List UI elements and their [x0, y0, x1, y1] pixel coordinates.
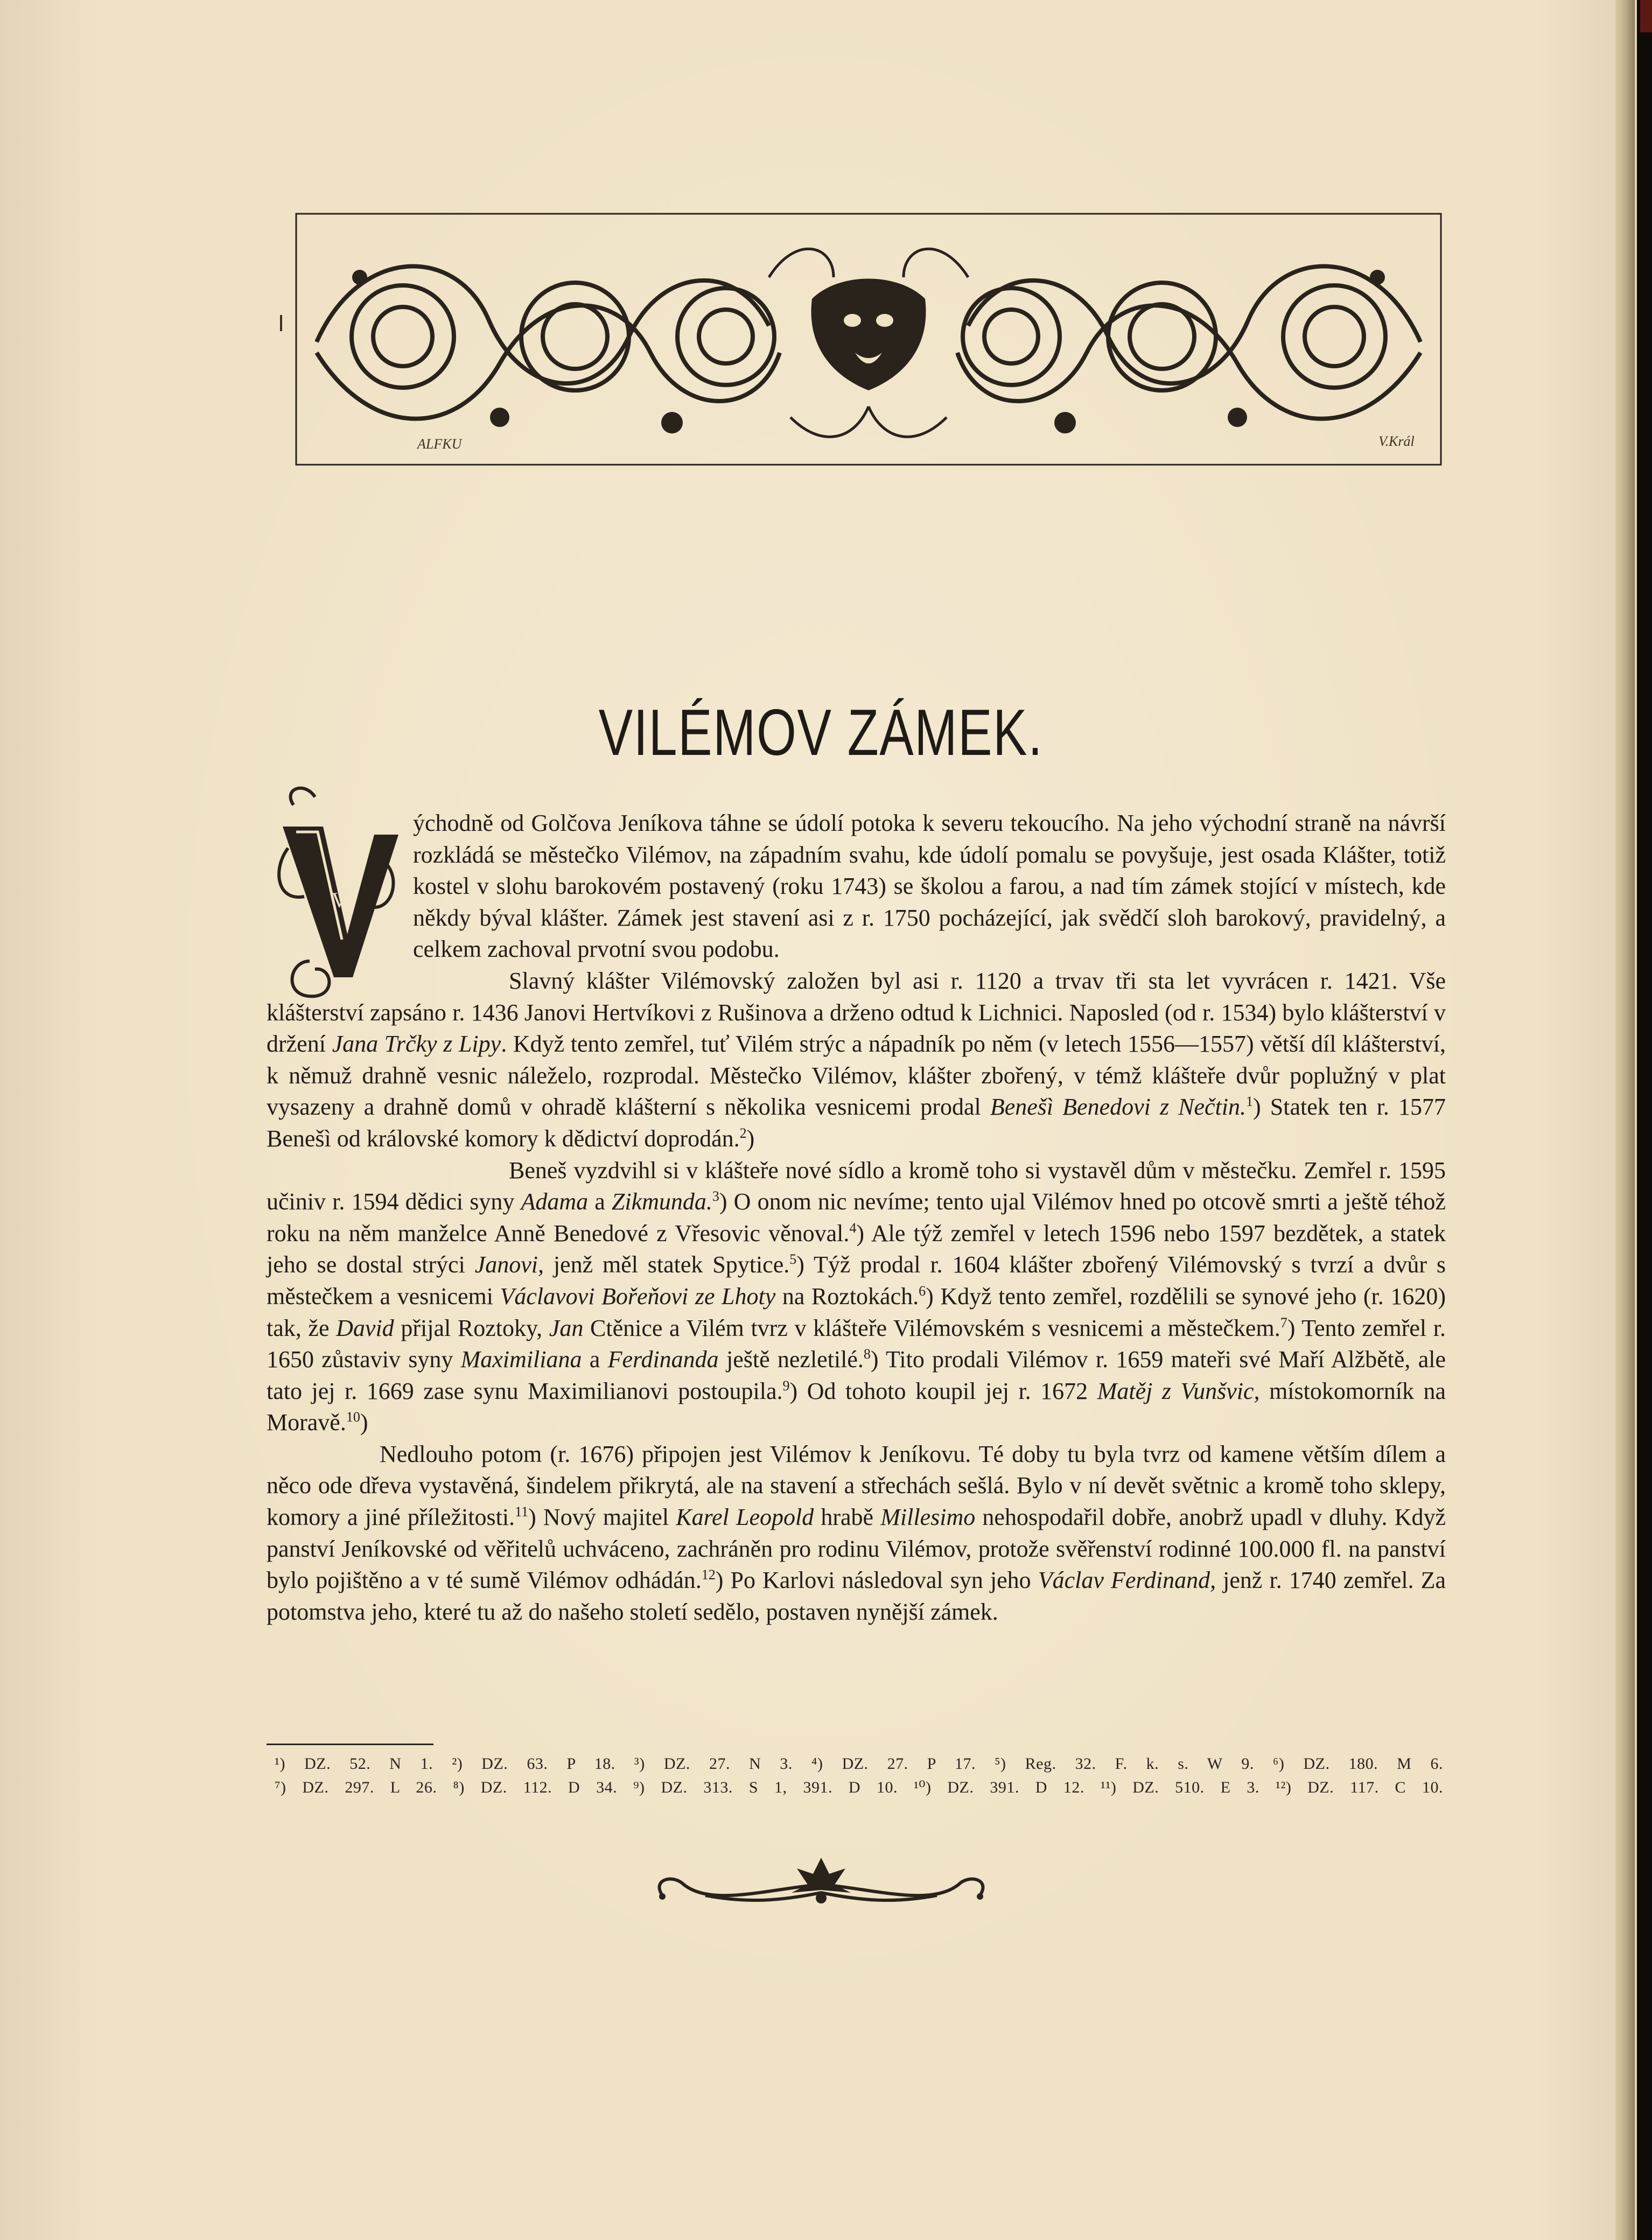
book-edge-accent — [1640, 0, 1652, 32]
name-david: David — [336, 1314, 394, 1341]
name-millesimo: Millesimo — [880, 1504, 976, 1531]
footnote-ref: 5 — [789, 1251, 797, 1268]
main-text — [267, 808, 1446, 1628]
footnote-rule — [267, 1744, 433, 1745]
paragraph-2: Slavný klášter Vilémovský založen byl asi r. 1120 a trvav tři sta let vyvrácen r. 1421. Vše klášterství zapsáno r. 1436 Janovi Hertvíkovi z Rušinova a drženo odtud k Lichnici. Naposled (od r. 1534) bylo klášterství v držení Jana Trčky z Lipy. Když tento zemřel, tuť Vilém strýc a nápadník po něm (v letech 1556—1557) větší díl klášterství, k němuž drahně vesnic náleželo, rozprodal. Městečko Vilémov, klášter zbořený, v témž klášteře dvůr poplužný v plat vysazeny a drahně domů v ohradě klášterní s několika vesnicemi prodal Benešì Benedovi z Nečtin.$^1$) Statek ten r. 1577 Benešì od královské komory k dědictví doprodán.$^2$) — [267, 967, 1446, 1152]
decorative-headpiece — [295, 213, 1442, 466]
margin-mark — [280, 315, 282, 331]
headpiece-signature-right: V.Král — [1378, 433, 1415, 449]
name-matej: Matěj z Vunšvic, — [1097, 1377, 1260, 1404]
paragraph-3: Beneš vyzdvihl si v klášteře nové sídlo a kromě toho si vystavěl dům v městečku. Zemřel r. 1595 učiniv r. 1594 dědici syny Adama a Zikmunda.$^3$) O onom nic nevíme; tento ujal Vilémov hned po otcově smrti a ještě téhož roku na něm manželce Anně Benedové z Vřesovic věnoval.$^4$) Ale týž zemřel v letech 1596 nebo 1597 bezdětek, a statek jeho se dostal strýci Janovi, jenž měl statek Spytice.$^5$) Týž prodal r. 1604 klášter zbořený Vilémovský s tvrzí a dvůr s městečkem a vesnicemi Václavovi Bořeňovi ze Lhoty na Roztokách.$^6$) Když tento zemřel, rozdělili se synové jeho (r. 1620) tak, že David přijal Roztoky, Jan Ctěnice a Vilém tvrz v klášteře Vilémovském s vesnicemi a městečkem.$^7$) Tento zemřel r. 1650 zůstaviv syny Maximiliana a Ferdinanda ještě nezletilé.$^8$) Tito prodali Vilémov r. 1659 mateři své Maří Alžbětě, ale tato jej r. 1669 zase synu Maximilianovi postoupila.$^9$) Od tohoto koupil jej r. 1672 Matěj z Vunšvic, místokomorník na Moravě.$^{10}$) — [267, 1157, 1446, 1436]
name-adam: Adama — [521, 1188, 589, 1215]
footnote-ref: 4 — [849, 1220, 857, 1236]
footnote-ref: 1 — [1246, 1094, 1254, 1110]
footnote-ref: 2 — [739, 1125, 747, 1141]
footnote-ref: 9 — [782, 1377, 790, 1394]
name-jan-2: Jan — [549, 1314, 584, 1341]
name-vaclav-borenovi: Václavovi Bořeňovi ze Lhoty — [500, 1283, 776, 1310]
name-maximilian: Maximiliana — [460, 1346, 582, 1373]
name-vaclav-ferdinand: Václav Ferdinand, — [1038, 1567, 1216, 1594]
page-title: VILÉMOV ZÁMEK. — [598, 696, 1044, 769]
footnote-ref: 8 — [863, 1346, 871, 1362]
headpiece-signature-left: ALFKU — [417, 436, 462, 452]
footnote-ref: 11 — [515, 1504, 529, 1520]
footnote-ref: 7 — [1280, 1314, 1287, 1331]
page-gutter — [1615, 0, 1635, 2240]
name-ferdinand: Ferdinanda — [607, 1346, 719, 1373]
paragraph-1 — [267, 808, 1446, 965]
paragraph-4: Nedlouho potom (r. 1676) připojen jest Vilémov k Jeníkovu. Té doby tu byla tvrz od kamene větším dílem a něco ode dřeva vystavěná, šindelem přikrytá, ale na stavení a střechách sešlá. Bylo v ní devět světnic a kromě toho sklepy, komory a jiné příležitosti.$^{11}$) Nový majitel Karel Leopold hrabě Millesimo nehospodařil dobře, anobrž upadl v dluhy. Když panství Jeníkovské od věřitelů uchváceno, zachráněn pro rodinu Vilémov, protože svěřenství rodinné 100.000 fl. na panství bylo pojištěno a v té sumě Vilémov odhádán.$^{12}$) Po Karlovi následoval syn jeho Václav Ferdinand, jenž r. 1740 zemřel. Za potomstva jeho, které tu až do našeho století sedělo, postaven nynější zámek. — [267, 1440, 1446, 1625]
footnote-ref: 12 — [701, 1567, 716, 1583]
footnote-line-2: ⁷) DZ. 297. L 26. ⁸) DZ. 112. D 34. ⁹) DZ. 313. S 1, 391. D 10. ¹⁰) DZ. 391. D 12. ¹¹) DZ. 510. E 3. ¹²) DZ. 117. C 10. — [275, 1779, 1443, 1796]
name-karel-leopold: Karel Leopold — [676, 1504, 814, 1531]
footnote-ref: 3 — [712, 1188, 719, 1205]
book-edge — [1637, 0, 1652, 2240]
initial-letter: V — [331, 888, 347, 912]
name-jan-trcka: Jana Trčky z Lipy — [332, 1031, 501, 1058]
footnote-ref: 10 — [346, 1409, 360, 1425]
paragraph-1-text: ýchodně od Golčova Jeníkova táhne se údolí potoka k severu tekoucího. Na jeho východní straně na návrší rozkládá se městečko Vilémov, na západním svahu, kde údolí pomalu se povyšuje, jest osada Klášter, totiž kostel v slohu barokovém postavený (roku 1743) se školou a farou, a nad tím zámek stojící v místech, kde někdy býval klášter. Zámek jest stavení asi z r. 1750 pocházející, jak svědčí sloh barokový, pravidelný, a celkem zachoval prvotní svou podobu. — [413, 810, 1446, 963]
name-jan: Janovi, — [474, 1251, 544, 1278]
footnote-line-1: ¹) DZ. 52. N 1. ²) DZ. 63. P 18. ³) DZ. 27. N 3. ⁴) DZ. 27. P 17. ⁵) Reg. 32. F. k. s. W 9. ⁶) DZ. 180. M 6. — [275, 1755, 1443, 1773]
name-zikmund: Zikmunda. — [611, 1188, 712, 1215]
footnote-ref: 6 — [919, 1283, 926, 1299]
decorative-tailpiece — [641, 1852, 1002, 1917]
name-benes-benedovi: Benešì Benedovi z Nečtin. — [990, 1094, 1247, 1121]
